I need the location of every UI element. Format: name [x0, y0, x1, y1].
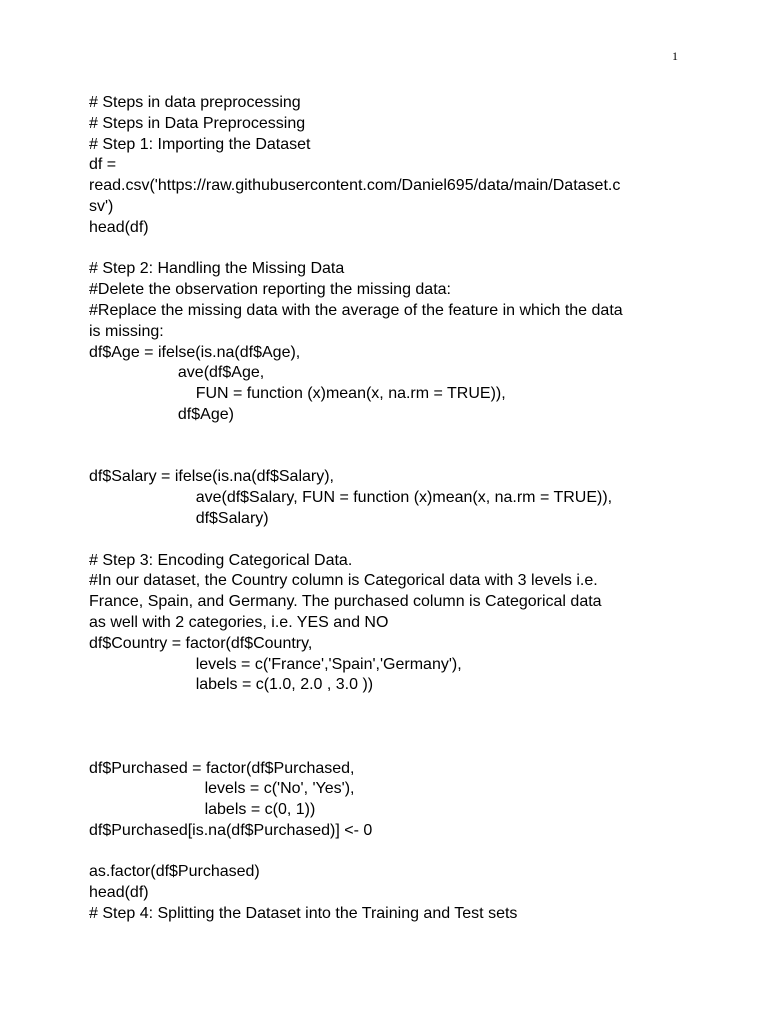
document-body — [89, 93, 689, 925]
document-line: # Step 2: Handling the Missing Data — [89, 260, 345, 278]
document-line: levels = c('France','Spain','Germany'), — [89, 655, 462, 673]
document-line: ave(df$Salary, FUN = function (x)mean(x, na.rm = TRUE)), — [89, 489, 613, 507]
document-line: head(df) — [89, 884, 149, 902]
document-line: df = — [89, 156, 117, 174]
document-line: # Step 4: Splitting the Dataset into the Training and Test sets — [89, 905, 518, 923]
document-line: head(df) — [89, 218, 149, 236]
document-line: # Steps in Data Preprocessing — [89, 114, 306, 132]
document-line: df$Purchased = factor(df$Purchased, — [89, 759, 355, 777]
document-line: as.factor(df$Purchased) — [89, 863, 260, 881]
document-line — [89, 696, 689, 717]
document-line — [89, 530, 689, 551]
document-line — [89, 738, 689, 759]
document-line — [89, 447, 689, 468]
document-line: FUN = function (x)mean(x, na.rm = TRUE)), — [89, 385, 506, 403]
document-line: df$Salary = ifelse(is.na(df$Salary), — [89, 468, 334, 486]
document-line: #In our dataset, the Country column is Categorical data with 3 levels i.e. — [89, 572, 598, 590]
document-line: # Steps in data preprocessing — [89, 94, 301, 111]
document-line: df$Age) — [89, 405, 234, 423]
document-line: df$Country = factor(df$Country, — [89, 634, 313, 652]
page-number: 1 — [672, 49, 678, 63]
document-line: df$Age = ifelse(is.na(df$Age), — [89, 343, 301, 361]
document-line: as well with 2 categories, i.e. YES and NO — [89, 613, 389, 631]
document-line: read.csv('https://raw.githubusercontent.com/Daniel695/data/main/Dataset.c — [89, 177, 621, 195]
document-line: df$Purchased[is.na(df$Purchased)] <- 0 — [89, 821, 373, 839]
document-line: ave(df$Age, — [89, 364, 265, 382]
document-line — [89, 239, 689, 260]
document-line — [89, 717, 689, 738]
document-line: # Step 3: Encoding Categorical Data. — [89, 551, 353, 569]
document-line — [89, 426, 689, 447]
document-line: #Delete the observation reporting the missing data: — [89, 281, 451, 299]
document-line: is missing: — [89, 322, 164, 340]
document-line — [89, 842, 689, 863]
document-line: # Step 1: Importing the Dataset — [89, 135, 311, 153]
document-line: labels = c(1.0, 2.0 , 3.0 )) — [89, 676, 374, 694]
document-line: labels = c(0, 1)) — [89, 801, 316, 819]
document-line: sv') — [89, 197, 114, 215]
document-line: France, Spain, and Germany. The purchased column is Categorical data — [89, 593, 602, 611]
document-line: df$Salary) — [89, 509, 269, 527]
document-line: levels = c('No', 'Yes'), — [89, 780, 355, 798]
document-line: #Replace the missing data with the average of the feature in which the data — [89, 301, 623, 319]
